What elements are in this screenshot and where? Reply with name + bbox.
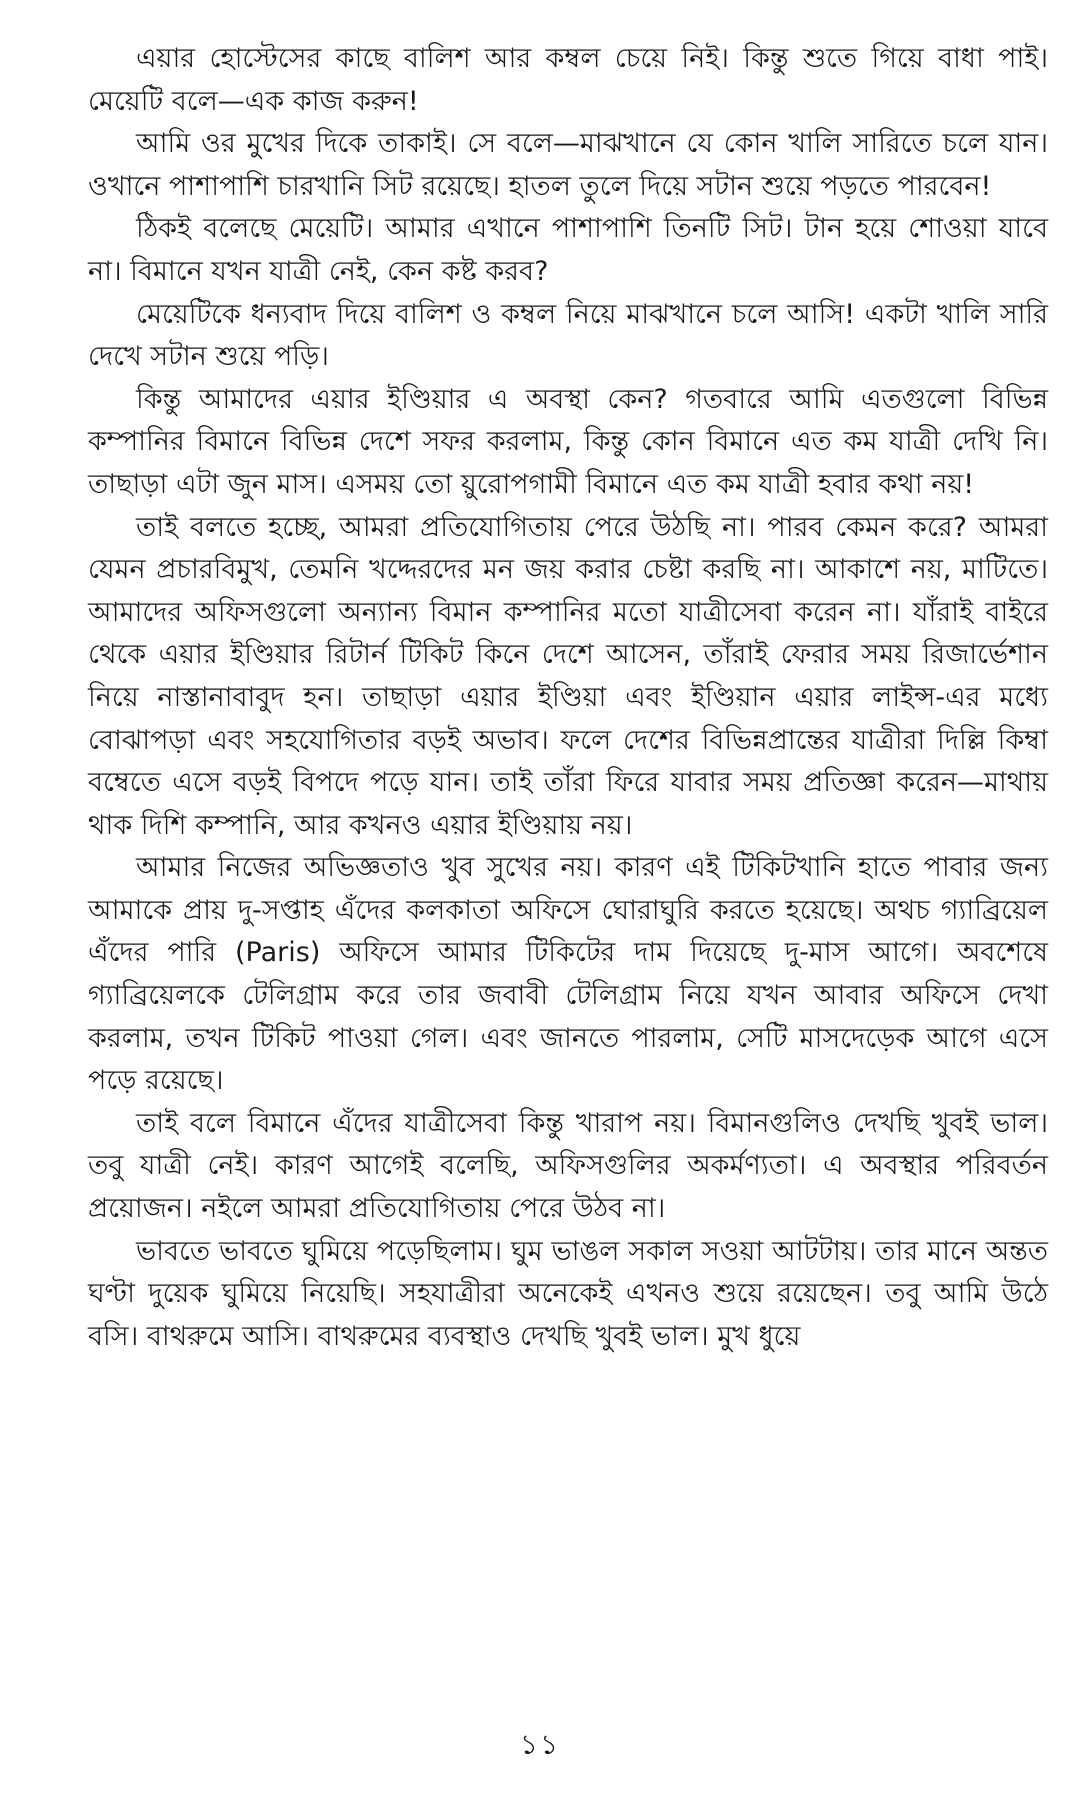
- paragraph-6: তাই বলতে হচ্ছে, আমরা প্রতিযোগিতায় পেরে উঠছি না। পারব কেমন করে? আমরা যেমন প্রচারবিমুখ, তেমনি খদ্দেরদের মন জয় করার চেষ্টা করছি না। আকাশে নয়, মাটিতে। আমাদের অফিসগুলো অন্যান্য বিমান কম্পানির মতো যাত্রীসেবা করেন না। যাঁরাই বাইরে থেকে এয়ার ইণ্ডিয়ার রিটার্ন টিকিট কিনে দেশে আসেন, তাঁরাই ফেরার সময় রিজার্ভেশান নিয়ে নাস্তানাবাবুদ হন। তাছাড়া এয়ার ইণ্ডিয়া এবং ইণ্ডিয়ান এয়ার লাইন্স-এর মধ্যে বোঝাপড়া এবং সহযোগিতার বড়ই অভাব। ফলে দেশের বিভিন্নপ্রান্তের যাত্রীরা দিল্লি কিম্বা বম্বেতে এসে বড়ই বিপদে পড়ে যান। তাই তাঁরা ফিরে যাবার সময় প্রতিজ্ঞা করেন—মাথায় থাক দিশি কম্পানি, আর কখনও এয়ার ইণ্ডিয়ায় নয়।: [88, 511, 1048, 841]
- page-number: ১১: [519, 1728, 561, 1761]
- paragraph-7: আমার নিজের অভিজ্ঞতাও খুব সুখের নয়। কারণ এই টিকিটখানি হাতে পাবার জন্য আমাকে প্রায় দু-সপ্তাহ এঁদের কলকাতা অফিসে ঘোরাঘুরি করতে হয়েছে। অথচ গ্যাব্রিয়েল এঁদের পারি (Paris) অফিসে আমার টিকিটের দাম দিয়েছে দু-মাস আগে। অবশেষে গ্যাব্রিয়েলকে টেলিগ্রাম করে তার জবাবী টেলিগ্রাম নিয়ে যখন আবার অফিসে দেখা করলাম, তখন টিকিট পাওয়া গেল। এবং জানতে পারলাম, সেটি মাসদেড়েক আগে এসে পড়ে রয়েছে।: [88, 852, 1048, 1097]
- paragraph-9: ভাবতে ভাবতে ঘুমিয়ে পড়েছিলাম। ঘুম ভাঙল সকাল সওয়া আটটায়। তার মানে অন্তত ঘণ্টা দুয়েক ঘুমিয়ে নিয়েছি। সহযাত্রীরা অনেকেই এখনও শুয়ে রয়েছেন। তবু আমি উঠে বসি। বাথরুমে আসি। বাথরুমের ব্যবস্থাও দেখছি খুবই ভাল। মুখ ধুয়ে: [88, 1235, 1048, 1352]
- paragraph-5: কিন্তু আমাদের এয়ার ইণ্ডিয়ার এ অবস্থা কেন? গতবারে আমি এতগুলো বিভিন্ন কম্পানির বিমানে বিভিন্ন দেশে সফর করলাম, কিন্তু কোন বিমানে এত কম যাত্রী দেখি নি। তাছাড়া এটা জুন মাস। এসময় তো য়ুরোপগামী বিমানে এত কম যাত্রী হবার কথা নয়!: [88, 383, 1048, 500]
- paragraph-3: ঠিকই বলেছে মেয়েটি। আমার এখানে পাশাপাশি তিনটি সিট। টান হয়ে শোওয়া যাবে না। বিমানে যখন যাত্রী নেই, কেন কষ্ট করব?: [88, 213, 1048, 287]
- paragraph-8: তাই বলে বিমানে এঁদের যাত্রীসেবা কিন্তু খারাপ নয়। বিমানগুলিও দেখছি খুবই ভাল। তবু যাত্রী নেই। কারণ আগেই বলেছি, অফিসগুলির অকর্মণ্যতা। এ অবস্থার পরিবর্তন প্রয়োজন। নইলে আমরা প্রতিযোগিতায় পেরে উঠব না।: [88, 1107, 1048, 1225]
- paragraph-4: মেয়েটিকে ধন্যবাদ দিয়ে বালিশ ও কম্বল নিয়ে মাঝখানে চলে আসি! একটা খালি সারি দেখে সটান শুয়ে পড়ি।: [88, 298, 1048, 373]
- page-body: [88, 38, 1048, 1358]
- paragraph-1: এয়ার হোস্টেসের কাছে বালিশ আর কম্বল চেয়ে নিই। কিন্তু শুতে গিয়ে বাধা পাই। মেয়েটি বলে—এক কাজ করুন!: [88, 43, 1048, 117]
- paragraph-2: আমি ওর মুখের দিকে তাকাই। সে বলে—মাঝখানে যে কোন খালি সারিতে চলে যান। ওখানে পাশাপাশি চারখানি সিট রয়েছে। হাতল তুলে দিয়ে সটান শুয়ে পড়তে পারবেন!: [88, 128, 1048, 202]
